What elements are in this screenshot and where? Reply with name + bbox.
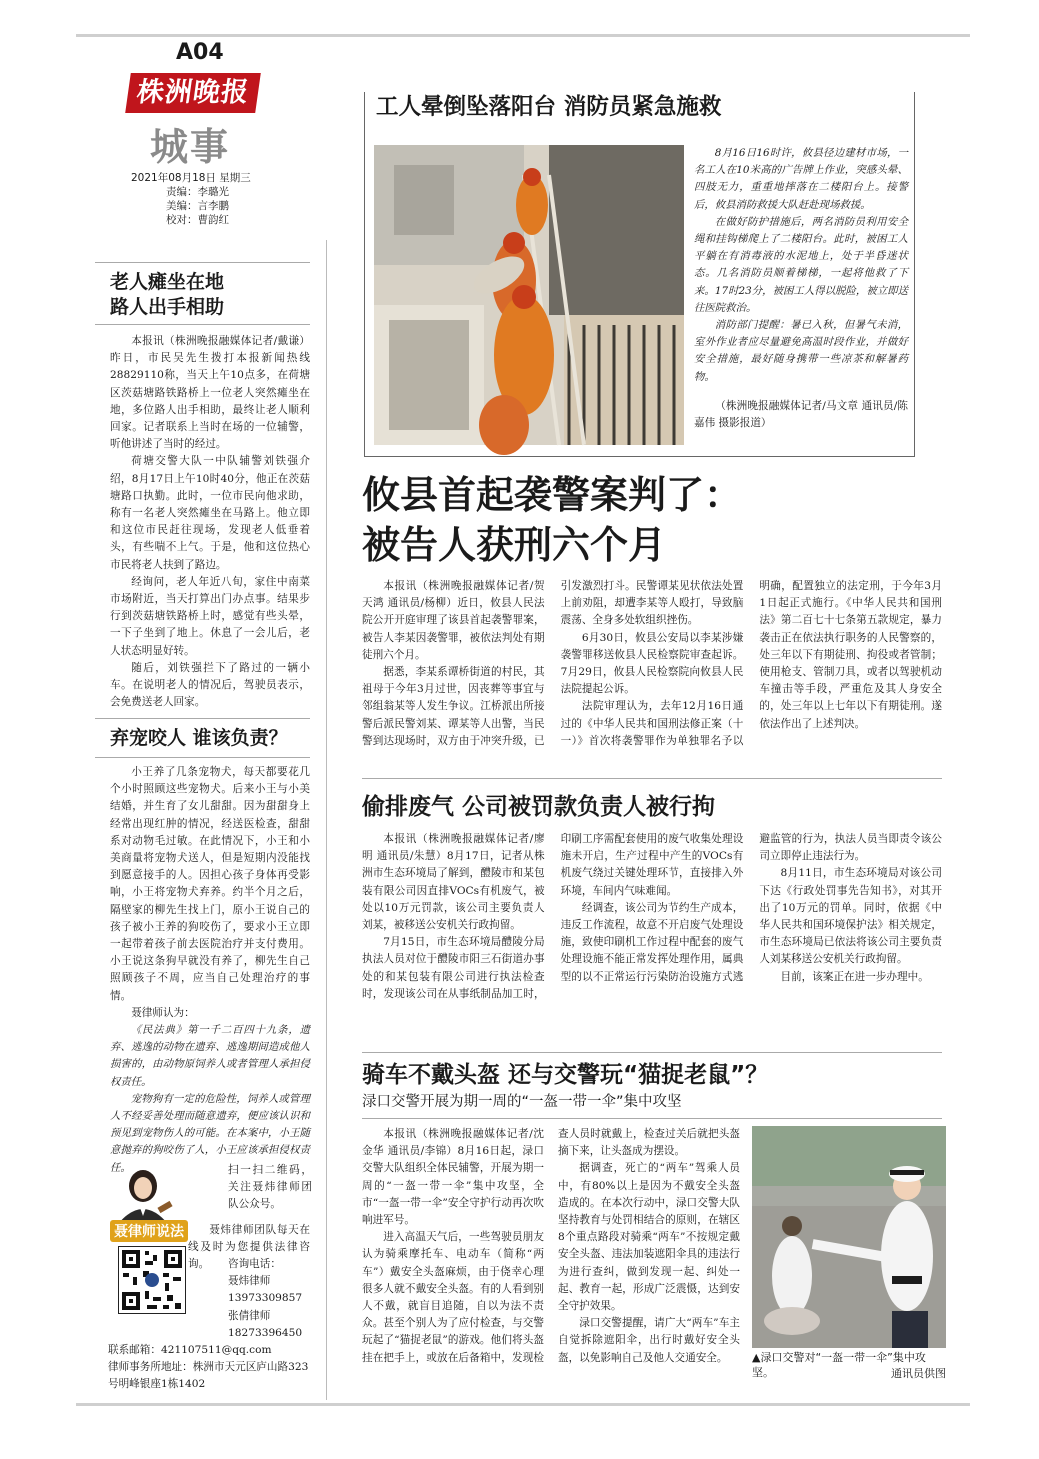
scan-text: 扫一扫二维码，关注聂炜律师团队公众号。 xyxy=(228,1164,312,1211)
fire-rescue-scene-icon xyxy=(374,145,684,445)
paragraph: 7月15日，市生态环境局醴陵分局执法人员对位于醴陵市阳三石街道办事处的和某包装有限公司进行执法检查时，发现该公司在从事纸制品加工时，印刷工序需配套使用的废气收集处理设施未开启，生产过程中产生的VOCs有机废气绕过关键处理环节，直接排入外环境，车间内气味难闻。 xyxy=(362,833,744,1000)
helmet-story-title: 骑车不戴头盔 还与交警玩“猫捉老鼠”？ xyxy=(362,1062,769,1088)
helmet-story-subtitle: 渌口交警开展为期一周的“一盔一带一伞”集中攻坚 xyxy=(362,1094,682,1110)
lawyer-phone[interactable]: 13973309857 xyxy=(228,1292,303,1305)
story-rule xyxy=(95,718,310,719)
fire-story-body xyxy=(694,145,908,395)
paragraph: 8月16日16时许，攸县径边建材市场，一名工人在10米高的广告牌上作业，突感头晕、四肢无力，重重地摔落在二楼阳台上。接警后，攸县消防救援大队赶赴现场救援。 xyxy=(694,147,908,211)
gas-story-body xyxy=(362,831,942,1047)
lawyer-name: 聂炜律师 xyxy=(228,1275,271,1288)
photo-credit: 通讯员供图 xyxy=(891,1367,946,1380)
story-rule xyxy=(95,324,310,325)
fire-story-byline: （株洲晚报融媒体记者/马文章 通讯员/陈嘉伟 摄影报道） xyxy=(694,400,908,430)
bottom-rule xyxy=(76,1403,970,1406)
paragraph: 目前，该案正在进一步办理中。 xyxy=(780,970,929,983)
title-line-1: 老人瘫坐在地 xyxy=(110,271,225,293)
story-title: 弃宠咬人 谁该负责？ xyxy=(110,727,288,749)
story-rule xyxy=(362,1118,942,1119)
photo-caption: ▲渌口交警对“一盔一带一伞”集中攻坚。 xyxy=(752,1351,926,1379)
paragraph: 本报讯（株洲晚报融媒体记者/沈金华 通讯员/李锦）8月16日起，渌口交警大队组织全体民辅警，开展为期一周的“一盔一带一伞”集中攻坚，全市“一盔一带一伞”安全守护行动再次吹响进军号。 xyxy=(362,1128,544,1227)
editor-credit: 责编：李璐光 xyxy=(166,186,229,198)
section-title: 城事 xyxy=(150,124,231,169)
story-title xyxy=(110,270,224,320)
traffic-police-photo xyxy=(752,1126,946,1348)
paragraph: 进入高温天气后，一些驾驶员朋友认为骑乘摩托车、电动车（简称“两车”）戴安全头盔麻烦，由于侥幸心理很多人就不戴安全头盔。有的人看到别人不戴，就盲目追随，自以为法不责众。甚至个别人为了应付检查，与交警玩起了“猫捉老鼠”的游戏。他们将头盔挂在把手上，或放在后备箱中，发现检查人员时就戴上，检查过关后就把头盔摘下来，让头盔成为摆设。 xyxy=(362,1128,740,1364)
proofreader-credit: 校对：曹韵红 xyxy=(166,214,229,226)
title-line-1: 攸县首起袭警案判了： xyxy=(362,473,743,517)
consult-label: 咨询电话： xyxy=(228,1258,281,1270)
story-rule xyxy=(95,757,310,758)
top-rule xyxy=(76,34,970,37)
firm-address: 律师事务所地址：株洲市天元区庐山路323号明峰银座1栋1402 xyxy=(108,1361,309,1391)
consult-block xyxy=(228,1256,312,1342)
title-line-2: 被告人获刑六个月 xyxy=(362,523,667,567)
fire-story-title: 工人晕倒坠落阳台 消防员紧急施救 xyxy=(372,90,822,124)
court-story-body xyxy=(362,578,942,768)
story-rule xyxy=(95,262,310,263)
story-rule xyxy=(362,1052,942,1053)
team-text: 聂炜律师团队每天在线及时为您提供法律咨询。 xyxy=(188,1224,310,1271)
law-paragraph: 宠物狗有一定的危险性，饲养人或管理人不经妥善处理而随意遗弃，便应该认识和预见到宠物伤人的可能。在本案中，小王随意抛弃的狗咬伤了人，小王应该承担侵权责任。 xyxy=(110,1092,310,1174)
paragraph: 在做好防护措施后，两名消防员利用安全绳和挂钩梯爬上了二楼阳台。此时，被困工人平躺在有消毒液的水泥地上，处于半昏迷状态。几名消防员顺着梯梯，一起将他救了下来。17时23分，被困工人得以脱险，被立即送往医院救治。 xyxy=(694,215,908,314)
traffic-police-scene-icon xyxy=(752,1126,946,1348)
paragraph: 本报讯（株洲晚报融媒体记者/贺天鸿 通讯员/杨柳）近日，攸县人民法院公开开庭审理了该县首起袭警罪案，被告人李某因袭警罪，被依法判处有期徒刑六个月。 xyxy=(362,580,545,661)
story-body xyxy=(110,333,310,709)
paragraph: 小王养了几条宠物犬，每天都要花几个小时照顾这些宠物犬。后来小王与小美结婚，并生育了女儿甜甜。因为甜甜身上经常出现红肿的情况，经送医检查，甜甜系对动物毛过敏。在此情况下，小王和小美商量将宠物犬送人，但是短期内没能找到愿意接手的人。因担心孩子身体再受影响，小王将宠物犬弃养。约半个月之后，隔壁家的柳先生找上门，原小王说自己的孩子被小王养的狗咬伤了，要求小王立即一起带着孩子前去医院治疗并支付费用。小王说这条狗早就没有养了，柳先生自己照顾孩子不周，应当自己处理治疗的事情。 xyxy=(110,766,310,1002)
paragraph: 6月30日，攸县公安局以李某涉嫌袭警罪移送攸县人民检察院审查起诉。7月29日，攸县人民检察院向攸县人民法院提起公诉。 xyxy=(560,631,744,696)
paragraph: 随后，刘铁强拦下了路过的一辆小车。在说明老人的情况后，驾驶员表示，会免费送老人回家。 xyxy=(110,661,310,709)
paragraph: 8月11日，市生态环境局对该公司下达《行政处罚事先告知书》，对其开出了10万元的罚单。同时，依据《中华人民共和国环境保护法》相关规定，市生态环境局已依法将该公司主要负责人刘某移送公安机关行政拘留。 xyxy=(759,867,942,966)
fire-rescue-photo xyxy=(374,145,684,445)
story-rule xyxy=(362,778,942,779)
story-body xyxy=(110,764,310,1174)
designer-credit: 美编：言李鹏 xyxy=(166,200,229,212)
contact-email[interactable]: 联系邮箱：421107511@qq.com xyxy=(108,1344,272,1356)
paragraph: 消防部门提醒：暑已入秋，但暑气未消，室外作业者应尽量避免高温时段作业，并做好安全措施，最好随身携带一些凉茶和解暑药物。 xyxy=(694,319,908,383)
lawyer-figure-icon xyxy=(108,1164,178,1224)
paragraph: 据调查，死亡的“两车”驾乘人员中，有80%以上是因为不戴安全头盔造成的。在本次行动中，渌口交警大队坚持教育与处罚相结合的原则，在辖区8个重点路段对骑乘“两车”不按规定戴安全头盔、违法加装遮阳伞具的违法行为进行查纠，做到发现一起、纠处一起、教育一起，形成广泛震慑，达到安全守护效果。 xyxy=(558,1162,740,1313)
paragraph: 据悉，李某系谭桥街道的村民，其祖母于今年3月过世，因丧葬等事宜与邻组翁某等人发生争议。江桥派出所接警后派民警刘某、谭某等人出警，当民警到达现场时，双方由于冲突升级，已引发激烈打斗。民警谭某见状依法处置上前劝阻，却遭李某等人殴打，导致脑震荡、全身多处软组织挫伤。 xyxy=(362,580,744,747)
paragraph: 渌口交警提醒，请广大“两车”车主自觉拆除遮阳伞，出行时戴好安全头盔，以免影响自己及他人交通安全。 xyxy=(558,1317,740,1364)
court-story-title xyxy=(362,470,742,570)
gas-story-title: 偷排废气 公司被罚款负责人被行拘 xyxy=(362,794,716,820)
paragraph: 本报讯（株洲晚报融媒体记者/戴谦）昨日，市民吴先生拨打本报新闻热线28829110称，当天上午10点多，在荷塘区茨菇塘路铁路桥上一位老人突然瘫坐在地，多位路人出手相助，最终让老人顺利回家。记者联系上当时在场的一位辅警，听他讲述了当时的经过。 xyxy=(110,335,310,451)
issue-date: 2021年08月18日 星期三 xyxy=(131,172,251,184)
column-divider xyxy=(326,240,327,1400)
paragraph: 经询问，老人年近八旬，家住中南菜市场附近，当天打算出门办点事。结果步行到茨菇塘铁路桥上时，感觉有些头晕，一下子坐到了地上。休息了一会儿后，老人状态明显好转。 xyxy=(110,575,310,657)
lawyer-badge: 聂律师说法 xyxy=(110,1220,188,1242)
paragraph: 荷塘交警大队一中队辅警刘铁强介绍，8月17日上午10时40分，他正在茨菇塘路口执勤。此时，一位市民向他求助，称有一名老人突然瘫坐在马路上。他立即和这位市民赶往现场，发现老人低垂着头，有些喘不上气。于是，他和这位热心市民将老人扶到了路边。 xyxy=(110,455,310,571)
lawyer-name: 张倩律师 xyxy=(228,1309,271,1322)
paragraph: 法院审理认为，去年12月16日通过的《中华人民共和国刑法修正案（十一）》首次将袭警罪作为单独罪名予以明确，配置独立的法定刑，于今年3月1日起正式施行。《中华人民共和国刑法》第二百七十七条第五款规定，暴力袭击正在依法执行职务的人民警察的，处三年以下有期徒刑、拘役或者管制；使用枪支、管制刀具，或者以驾驶机动车撞击等手段，严重危及其人身安全的，处三年以上七年以下有期徒刑。遂依法作出了上述判决。 xyxy=(560,580,942,747)
helmet-story-body xyxy=(362,1126,740,1398)
paragraph: 本报讯（株洲晚报融媒体记者/廖明 通讯员/朱慧）8月17日，记者从株洲市生态环境局了解到，醴陵市和某包装有限公司因直排VOCs有机废气，被处以10万元罚款，该公司主要负责人刘某，被移送公安机关行政拘留。 xyxy=(362,833,545,932)
lawyer-phone[interactable]: 18273396450 xyxy=(228,1326,303,1339)
paragraph: 聂律师认为： xyxy=(131,1006,195,1019)
qr-code-icon[interactable] xyxy=(118,1246,186,1314)
paragraph: 经调查，该公司为节约生产成本，违反工作流程，故意不开启废气处理设施，致使印刷机工作过程中配套的废气处理设施不能正常发挥处理作用，属典型的以不正常运行污染防治设施方式逃避监管的行为，执法人员当即责令该公司立即停止违法行为。 xyxy=(560,833,942,983)
page-number: A04 xyxy=(176,40,224,65)
law-paragraph: 《民法典》第一千二百四十九条，遗弃、逃逸的动物在遗弃、逃逸期间造成他人损害的，由动物原饲养人或者管理人承担侵权责任。 xyxy=(110,1024,310,1088)
title-line-2: 路人出手相助 xyxy=(110,296,225,318)
newspaper-logo: 株洲晚报 xyxy=(125,73,261,113)
